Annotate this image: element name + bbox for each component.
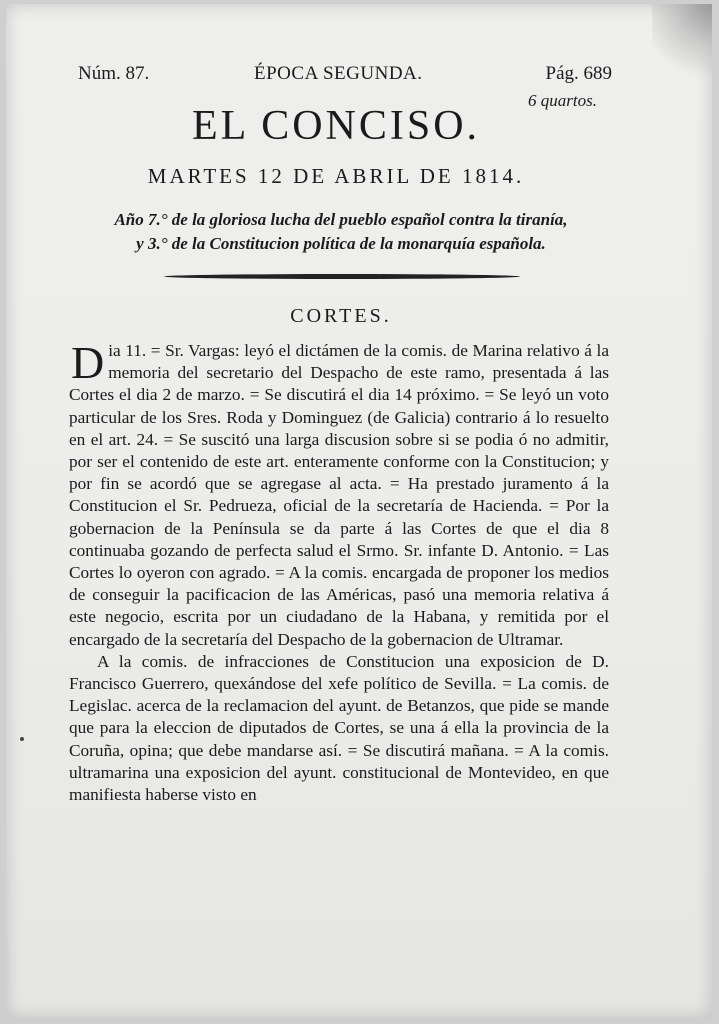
drop-cap: D: [71, 337, 105, 388]
page-number: Pág. 689: [545, 63, 612, 84]
masthead-row: [78, 63, 618, 91]
price-label: 6 quartos.: [528, 91, 597, 110]
divider-rule: [164, 274, 520, 279]
newspaper-title: EL CONCISO.: [191, 103, 481, 149]
newspaper-page: [6, 4, 712, 1018]
article-paragraph-2: A la comis. de infracciones de Constitucion una exposicion de D. Francisco Guerrero, quexándose del xefe político de Sevilla. = La comis. de Legislac. acerca de la reclamacion del ayunt. de Betanzos, que pide se mande que para la eleccion de diputados de Cortes, se una á ella la provincia de la Coruña, opina; que debe mandarse así. = Se discutirá mañana. = A la comis. ultramarina una exposicion del ayunt. constitucional de Montevideo, en que manifiesta haberse visto en: [69, 651, 609, 805]
ink-speck: [20, 737, 24, 741]
page-corner-shadow: [652, 4, 712, 84]
article-body: [69, 337, 609, 806]
epigraph-line-1: Año 7.° de la gloriosa lucha del pueblo español contra la tiranía,: [114, 210, 568, 229]
article-paragraph-1: [69, 337, 609, 651]
issue-number: Núm. 87.: [78, 63, 150, 84]
section-title: CORTES.: [290, 305, 392, 327]
paragraph-1-text: ia 11. = Sr. Vargas: leyó el dictámen de la comis. de Marina relativo á la memoria del secretario del Despacho de este ramo, presentada á las Cortes el dia 2 de marzo. = Se discutirá el dia 14 próximo. = Se leyó un voto particular de los Sres. Roda y Dominguez (de Galicia) contrario á lo resuelto en el art. 24. = Se suscitó una larga discusion sobre si se podia ó no admitir, por ser el contenido de este art. enteramente conforme con la Constitucion; y por fin se acordó que se agregase al acta. = Ha prestado juramento á la Constitucion el Sr. Pedrueza, oficial de la secretaría de Hacienda. = Por la gobernacion de la Península se da parte á las Cortes de que el dia 8 continuaba gozando de perfecta salud el Srmo. Sr. infante D. Antonio. = Las Cortes lo oyeron con agrado. = A la comis. encargada de proponer los medios de conseguir la pacificacion de las Américas, pasó una memoria relativa á este negocio, escrita por un ciudadano de la Habana, y remitida por el encargado de la secretaría del Despacho de la gobernacion de Ultramar.: [69, 341, 609, 649]
epoch-label: ÉPOCA SEGUNDA.: [254, 63, 423, 84]
epigraph-line-2: y 3.° de la Constitucion política de la monarquía española.: [136, 234, 546, 253]
issue-date: MARTES 12 DE ABRIL DE 1814.: [147, 164, 525, 188]
